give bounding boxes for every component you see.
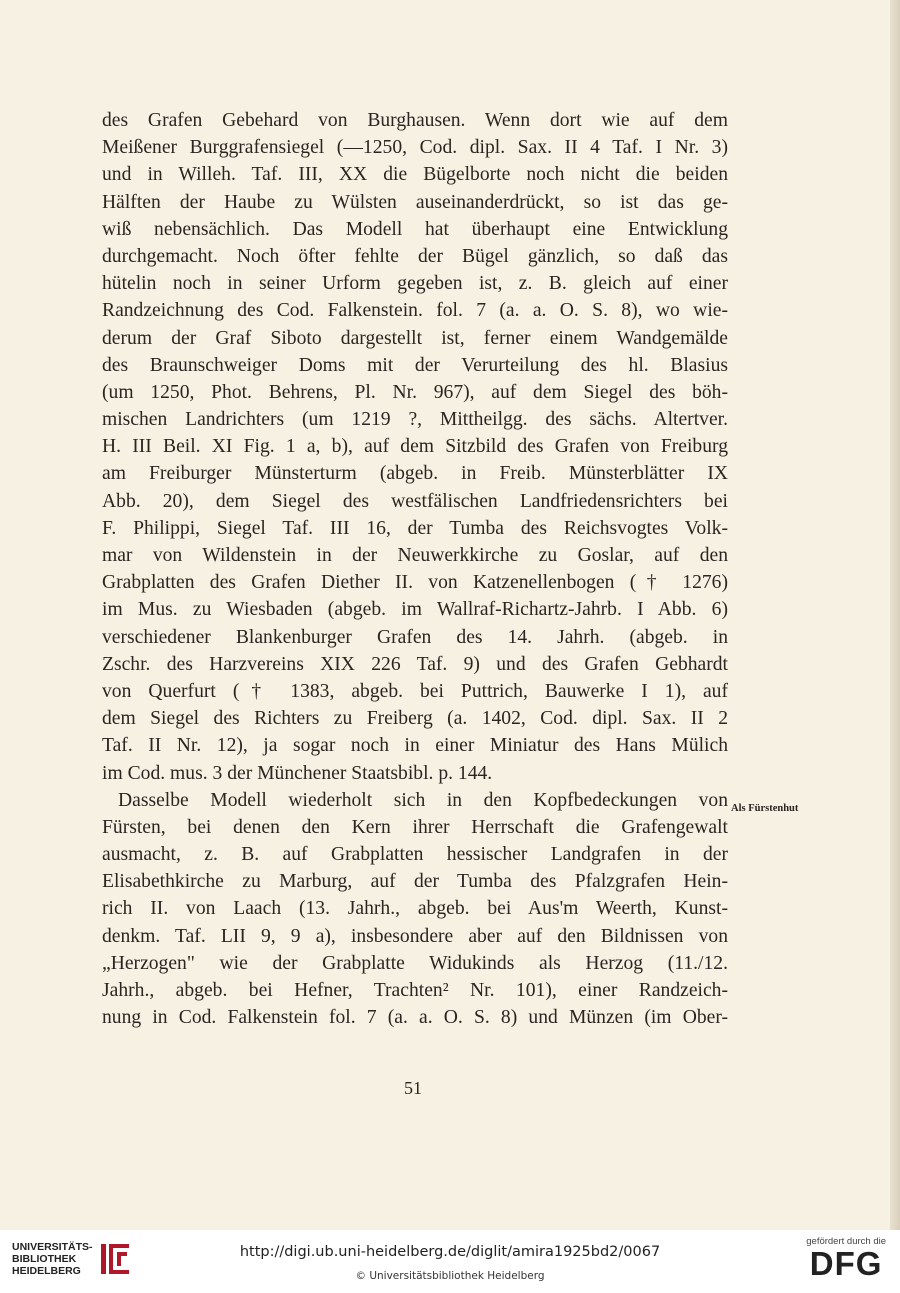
text-line: dem Siegel des Richters zu Freiberg (a. 1402, Cod. dipl. Sax. II 2 <box>102 708 728 730</box>
text-line: Elisabethkirche zu Marburg, auf der Tumba des Pfalzgrafen Hein- <box>102 871 728 893</box>
text-line: Hälften der Haube zu Wülsten auseinanderdrückt, so ist das ge- <box>102 191 728 213</box>
text-line: derum der Graf Siboto dargestellt ist, ferner einem Wandgemälde <box>102 327 728 349</box>
text-line: und in Willeh. Taf. III, XX die Bügelborte noch nicht die beiden <box>102 164 728 186</box>
text-line: (um 1250, Phot. Behrens, Pl. Nr. 967), auf dem Siegel des böh- <box>102 381 728 403</box>
text-line: Abb. 20), dem Siegel des westfälischen Landfriedensrichters bei <box>102 490 728 512</box>
text-line: des Grafen Gebehard von Burghausen. Wenn dort wie auf dem <box>102 110 728 131</box>
library-name-line: HEIDELBERG <box>12 1265 81 1277</box>
text-line: H. III Beil. XI Fig. 1 a, b), auf dem Sitzbild des Grafen von Freiburg <box>102 436 728 458</box>
text-line: „Herzogen" wie der Grabplatte Widukinds als Herzog (11./12. <box>102 952 728 974</box>
text-line: Meißener Burggrafensiegel (—1250, Cod. dipl. Sax. II 4 Taf. I Nr. 3) <box>102 137 728 159</box>
library-name-line: UNIVERSITÄTS- <box>12 1241 93 1253</box>
text-line: F. Philippi, Siegel Taf. III 16, der Tumba des Reichsvogtes Volk- <box>102 517 728 539</box>
library-name-line: BIBLIOTHEK <box>12 1253 77 1265</box>
text-line: ausmacht, z. B. auf Grabplatten hessischer Landgrafen in der <box>102 844 728 866</box>
text-line: von Querfurt († 1383, abgeb. bei Puttrich, Bauwerke I 1), auf <box>102 680 728 702</box>
text-line: Fürsten, bei denen den Kern ihrer Herrschaft die Grafengewalt <box>102 816 728 838</box>
text-line: rich II. von Laach (13. Jahrh., abgeb. bei Aus'm Weerth, Kunst- <box>102 898 728 920</box>
text-line: im Cod. mus. 3 der Münchener Staatsbibl. p. 144. <box>102 762 493 784</box>
text-line: Taf. II Nr. 12), ja sogar noch in einer Miniatur des Hans Mülich <box>102 735 728 757</box>
permalink-url[interactable]: http://digi.ub.uni-heidelberg.de/diglit/amira1925bd2/0067 <box>239 1244 661 1260</box>
dfg-caption: gefördert durch die <box>806 1236 886 1247</box>
viewer-footer <box>0 1230 900 1293</box>
page-edge <box>890 0 900 1230</box>
copyright-notice: © Universitätsbibliothek Heidelberg <box>355 1270 545 1282</box>
text-line: wiß nebensächlich. Das Modell hat überhaupt eine Entwicklung <box>102 218 728 240</box>
text-line: Dasselbe Modell wiederholt sich in den Kopfbedeckungen von <box>118 789 728 811</box>
body-text <box>102 107 728 1031</box>
text-line: denkm. Taf. LII 9, 9 a), insbesondere aber auf den Bildnissen von <box>102 925 728 947</box>
text-line: hütelin noch in seiner Urform gegeben ist, z. B. gleich auf einer <box>102 273 728 295</box>
dfg-wordmark: DFG <box>809 1245 883 1282</box>
margin-note: Als Fürstenhut <box>731 803 799 814</box>
text-line: des Braunschweiger Doms mit der Verurteilung des hl. Blasius <box>102 354 728 376</box>
text-line: im Mus. zu Wiesbaden (abgeb. im Wallraf-Richartz-Jahrb. I Abb. 6) <box>102 599 728 621</box>
text-line: verschiedener Blankenburger Grafen des 14. Jahrh. (abgeb. in <box>102 626 728 648</box>
page-number: 51 <box>404 1078 422 1098</box>
text-line: Zschr. des Harzvereins XIX 226 Taf. 9) und des Grafen Gebhardt <box>102 653 728 675</box>
text-line: Randzeichnung des Cod. Falkenstein. fol. 7 (a. a. O. S. 8), wo wie- <box>102 300 728 322</box>
text-line: am Freiburger Münsterturm (abgeb. in Freib. Münsterblätter IX <box>102 463 728 485</box>
text-line: mischen Landrichters (um 1219 ?, Mittheilgg. des sächs. Altertver. <box>102 409 728 431</box>
text-line: Jahrh., abgeb. bei Hefner, Trachten² Nr. 101), einer Randzeich- <box>102 980 728 1001</box>
dfg-logo[interactable] <box>806 1236 886 1281</box>
text-line: nung in Cod. Falkenstein fol. 7 (a. a. O. S. 8) und Münzen (im Ober- <box>102 1007 728 1029</box>
text-line: mar von Wildenstein in der Neuwerkkirche zu Goslar, auf den <box>102 545 728 566</box>
text-line: durchgemacht. Noch öfter fehlte der Bügel gänzlich, so daß das <box>102 245 728 267</box>
text-line: Grabplatten des Grafen Diether II. von Katzenellenbogen († 1276) <box>102 572 728 594</box>
